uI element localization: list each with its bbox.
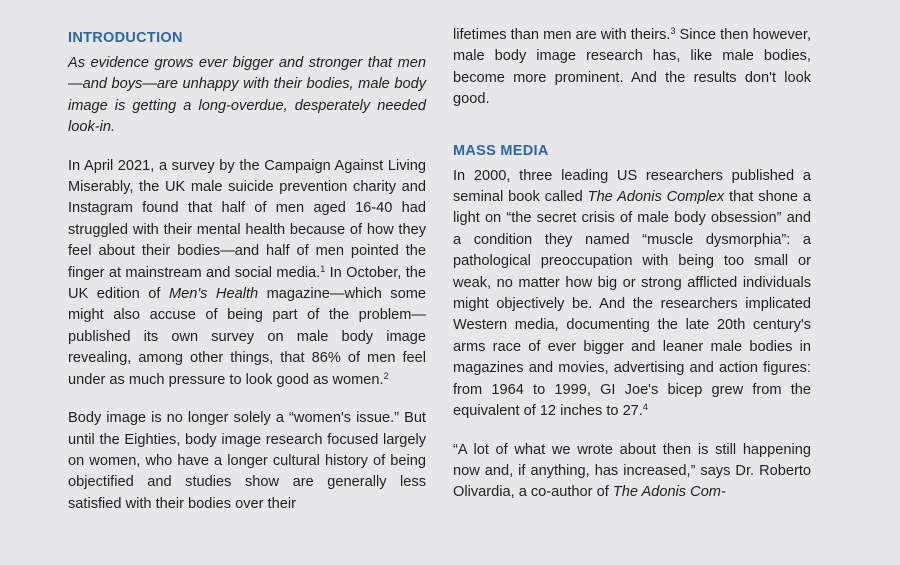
footnote-3: 3 xyxy=(670,26,676,36)
right-column xyxy=(453,24,811,504)
footnote-2: 2 xyxy=(383,370,389,381)
adonis-complex-title: The Adonis Complex xyxy=(587,189,725,206)
survey-paragraph: In April 2021, a survey by the Campaign Against Living Miserably, the UK male suicide prevention charity and Instagram found that half of men aged 16-40 had struggled with their mental health because of how they feel about their bodies—and half of men pointed the finger at mainstream and social media.$^1$ In October, the UK edition of Men's Health magazine—which some might also accuse of being part of the problem—published its own survey on male body image revealing, among other things, that 86% of men feel under as much pressure to look good as women.$^2$ xyxy=(68,157,426,388)
mens-health-title: Men's Health xyxy=(168,286,259,303)
footnote-1: 1 xyxy=(320,263,326,274)
intro-paragraph: As evidence grows ever bigger and stronger that men—and boys—are unhappy with their bodies, male body image is getting a long-overdue, desperately needed look-in. xyxy=(68,55,426,136)
mass-media-heading: MASS MEDIA xyxy=(453,142,549,159)
quote-paragraph: “A lot of what we wrote about then is still happening now and, if anything, has increased,” says Dr. Roberto Olivardia, a co-author of The Adonis Com- xyxy=(453,441,811,501)
left-column xyxy=(68,24,426,515)
adonis-paragraph: In 2000, three leading US researchers published a seminal book called The Adonis Complex that shone a light on “the secret crisis of male body obsession” and a condition they named “muscle dysmorphia”: a pathological preoccupation with being too small or weak, no matter how big or strong afflicted individuals might objectively be. And the researchers implicated Western media, documenting the late 20th century's arms race of ever bigger and leaner male bodies in magazines and movies, advertising and action figures: from 1964 to 1999, GI Joe's bicep grew from the equivalent of 12 inches to 27.$^4$ xyxy=(453,167,812,420)
footnote-4: 4 xyxy=(642,402,648,413)
body-image-paragraph: Body image is no longer solely a “women's issue.” But until the Eighties, body image research focused largely on women, who have a longer cultural history of being objectified and studies show are generally less satisfied with their bodies over their xyxy=(68,410,426,512)
adonis-complex-title-2: The Adonis Com- xyxy=(612,484,726,501)
continued-paragraph: lifetimes than men are with theirs.$^3$ Since then however, male body image research has, like male bodies, become more prominent. And the results don't look good. xyxy=(453,26,811,108)
introduction-heading: INTRODUCTION xyxy=(68,30,183,46)
